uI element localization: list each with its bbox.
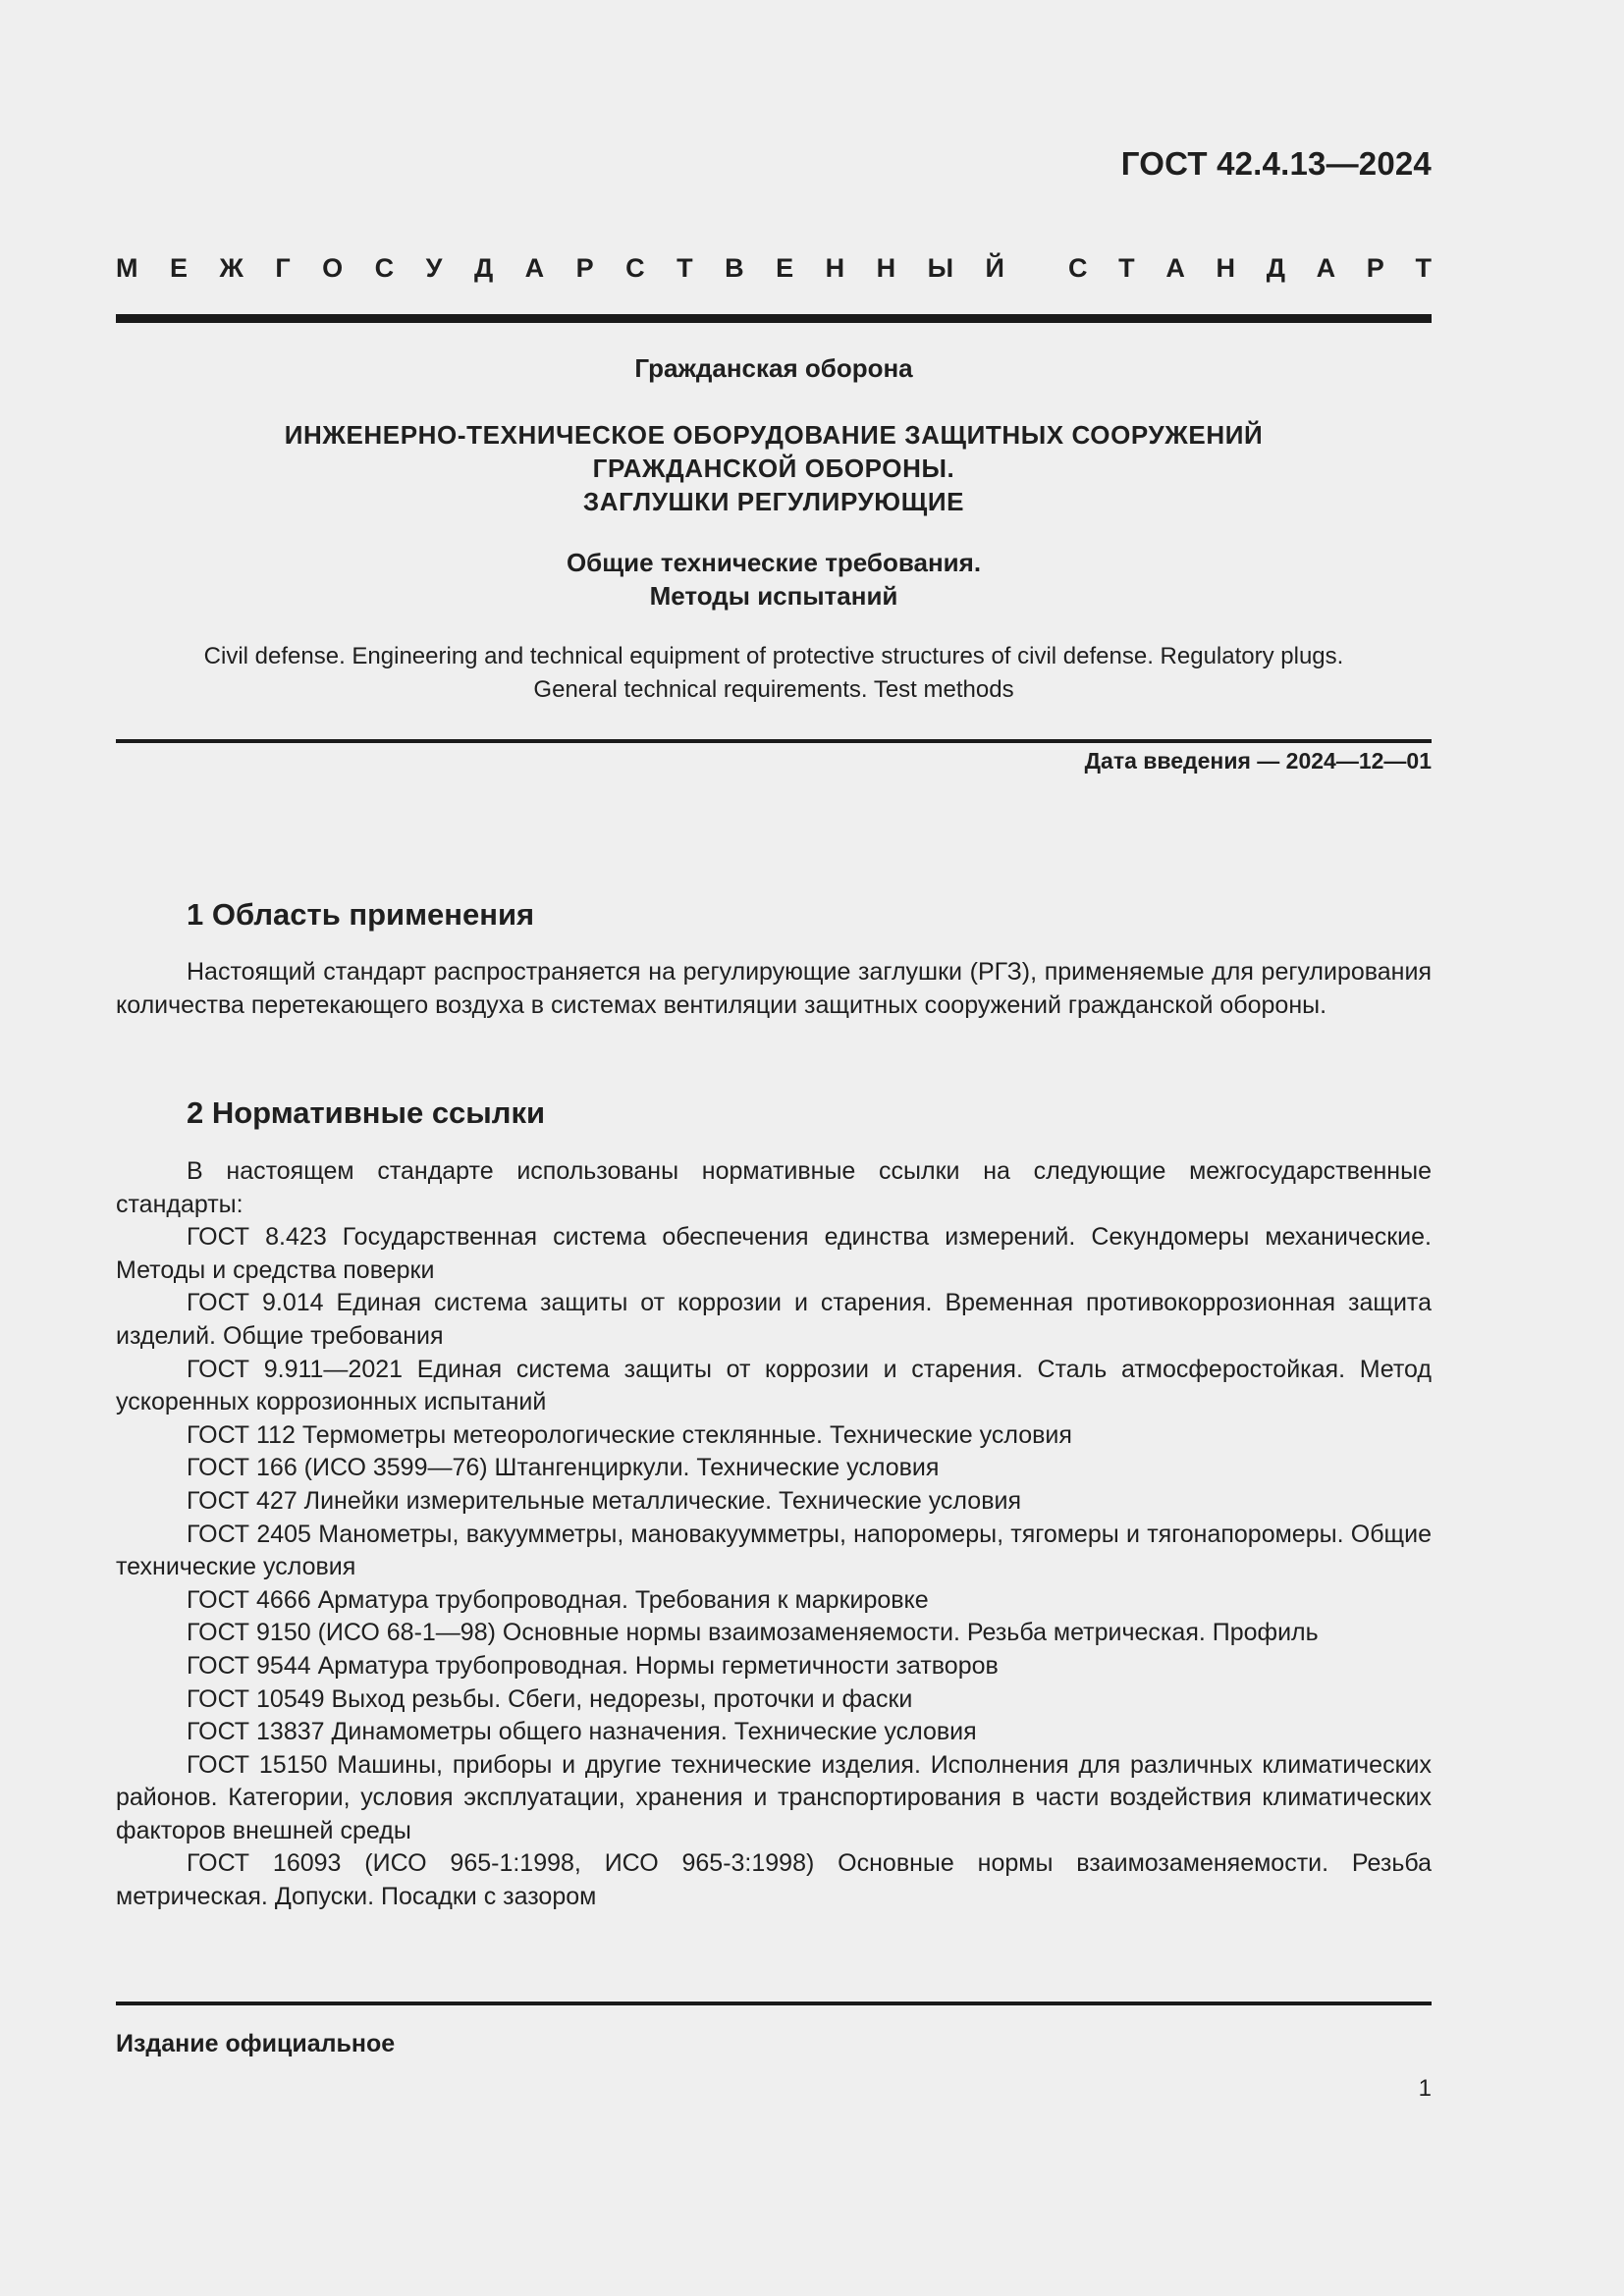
- banner-letter: Ж: [219, 253, 244, 283]
- banner-letter: Е: [169, 253, 188, 283]
- interstate-standard-banner: [116, 253, 1432, 284]
- section-body-normative-references: [116, 1155, 1432, 1914]
- banner-letter: Р: [1366, 253, 1384, 283]
- english-title-line: Civil defense. Engineering and technical equipment of protective structures of civil defense. Regulatory plugs.: [203, 643, 1344, 669]
- reference-item: ГОСТ 8.423 Государственная система обеспечения единства измерений. Секундомеры механические. Методы и средства поверки: [116, 1223, 1432, 1284]
- official-edition-label: Издание официальное: [116, 2030, 396, 2057]
- paragraph: Настоящий стандарт распространяется на регулирующие заглушки (РГЗ), применяемые для регулирования количества перетекающего воздуха в системах вентиляции защитных сооружений гражданской обороны.: [116, 958, 1432, 1019]
- reference-item: ГОСТ 112 Термометры метеорологические стеклянные. Технические условия: [187, 1420, 1072, 1449]
- reference-item: ГОСТ 2405 Манометры, вакуумметры, мановакуумметры, напоромеры, тягомеры и тягонапоромеры. Общие технические условия: [116, 1520, 1432, 1581]
- document-subtitle: [116, 546, 1432, 613]
- banner-letter: Т: [1118, 253, 1135, 283]
- banner-letter: В: [725, 253, 744, 283]
- banner-letter: Р: [575, 253, 594, 283]
- interstate-word: [116, 253, 1004, 284]
- subtitle-line: Общие технические требования.: [566, 548, 982, 577]
- reference-item: ГОСТ 166 (ИСО 3599—76) Штангенциркули. Технические условия: [187, 1454, 940, 1482]
- topic-heading: Гражданская оборона: [634, 353, 913, 383]
- banner-letter: У: [425, 253, 443, 283]
- footer-divider: [116, 2002, 1432, 2005]
- reference-item: ГОСТ 4666 Арматура трубопроводная. Требования к маркировке: [187, 1585, 929, 1614]
- reference-item: ГОСТ 13837 Динамометры общего назначения. Технические условия: [187, 1718, 977, 1746]
- banner-letter: С: [374, 253, 395, 283]
- banner-letter: М: [116, 253, 138, 283]
- reference-item: ГОСТ 9150 (ИСО 68-1—98) Основные нормы взаимозаменяемости. Резьба метрическая. Профиль: [187, 1619, 1319, 1647]
- banner-letter: Н: [825, 253, 845, 283]
- standard-code: ГОСТ 42.4.13—2024: [1120, 145, 1432, 182]
- title-line: ЗАГЛУШКИ РЕГУЛИРУЮЩИЕ: [582, 487, 965, 516]
- banner-letter: С: [1068, 253, 1088, 283]
- banner-letter: А: [1316, 253, 1336, 283]
- document-title: [116, 418, 1432, 518]
- banner-letter: Н: [876, 253, 896, 283]
- page-number: 1: [1418, 2075, 1432, 2102]
- section-body-scope: [116, 956, 1432, 1022]
- banner-letter: Д: [473, 253, 494, 283]
- paragraph: В настоящем стандарте использованы нормативные ссылки на следующие межгосударственные стандарты:: [116, 1157, 1432, 1218]
- banner-letter: А: [524, 253, 545, 283]
- reference-item: ГОСТ 10549 Выход резьбы. Сбеги, недорезы, проточки и фаски: [187, 1684, 913, 1713]
- reference-item: ГОСТ 9544 Арматура трубопроводная. Нормы герметичности затворов: [187, 1651, 999, 1680]
- banner-letter: Ы: [927, 253, 954, 283]
- document-page: [116, 0, 1432, 2296]
- title-line: ИНЖЕНЕРНО-ТЕХНИЧЕСКОЕ ОБОРУДОВАНИЕ ЗАЩИТНЫХ СООРУЖЕНИЙ: [284, 420, 1264, 450]
- reference-item: ГОСТ 9.911—2021 Единая система защиты от коррозии и старения. Сталь атмосферостойкая. Метод ускоренных коррозионных испытаний: [116, 1355, 1432, 1416]
- reference-item: ГОСТ 16093 (ИСО 965-1:1998, ИСО 965-3:1998) Основные нормы взаимозаменяемости. Резьба метрическая. Допуски. Посадки с зазором: [116, 1849, 1432, 1911]
- reference-item: ГОСТ 427 Линейки измерительные металлические. Технические условия: [187, 1486, 1021, 1515]
- banner-letter: Г: [275, 253, 291, 283]
- title-line: ГРАЖДАНСКОЙ ОБОРОНЫ.: [592, 454, 955, 483]
- banner-letter: Т: [677, 253, 693, 283]
- banner-letter: Н: [1216, 253, 1236, 283]
- standard-word: [1068, 253, 1432, 284]
- reference-item: ГОСТ 15150 Машины, приборы и другие технические изделия. Исполнения для различных климатических районов. Категории, условия эксплуатации, хранения и транспортирования в части воздействия климатических факторов внешней среды: [116, 1750, 1432, 1844]
- banner-letter: А: [1165, 253, 1185, 283]
- english-title-line: General technical requirements. Test methods: [533, 676, 1014, 703]
- banner-letter: Д: [1266, 253, 1285, 283]
- subtitle-line: Методы испытаний: [649, 581, 898, 611]
- reference-item: ГОСТ 9.014 Единая система защиты от коррозии и старения. Временная противокоррозионная защита изделий. Общие требования: [116, 1289, 1432, 1350]
- banner-letter: Е: [776, 253, 794, 283]
- section-heading-normative-references: 2 Нормативные ссылки: [187, 1095, 546, 1130]
- section-heading-scope: 1 Область применения: [187, 897, 535, 932]
- english-title: [116, 640, 1432, 707]
- banner-letter: С: [625, 253, 645, 283]
- header-divider-thick: [116, 314, 1432, 323]
- banner-letter: Й: [985, 253, 1004, 283]
- banner-letter: О: [322, 253, 344, 283]
- banner-letter: Т: [1415, 253, 1432, 283]
- title-divider: [116, 739, 1432, 743]
- introduction-date: Дата введения — 2024—12—01: [1084, 748, 1432, 774]
